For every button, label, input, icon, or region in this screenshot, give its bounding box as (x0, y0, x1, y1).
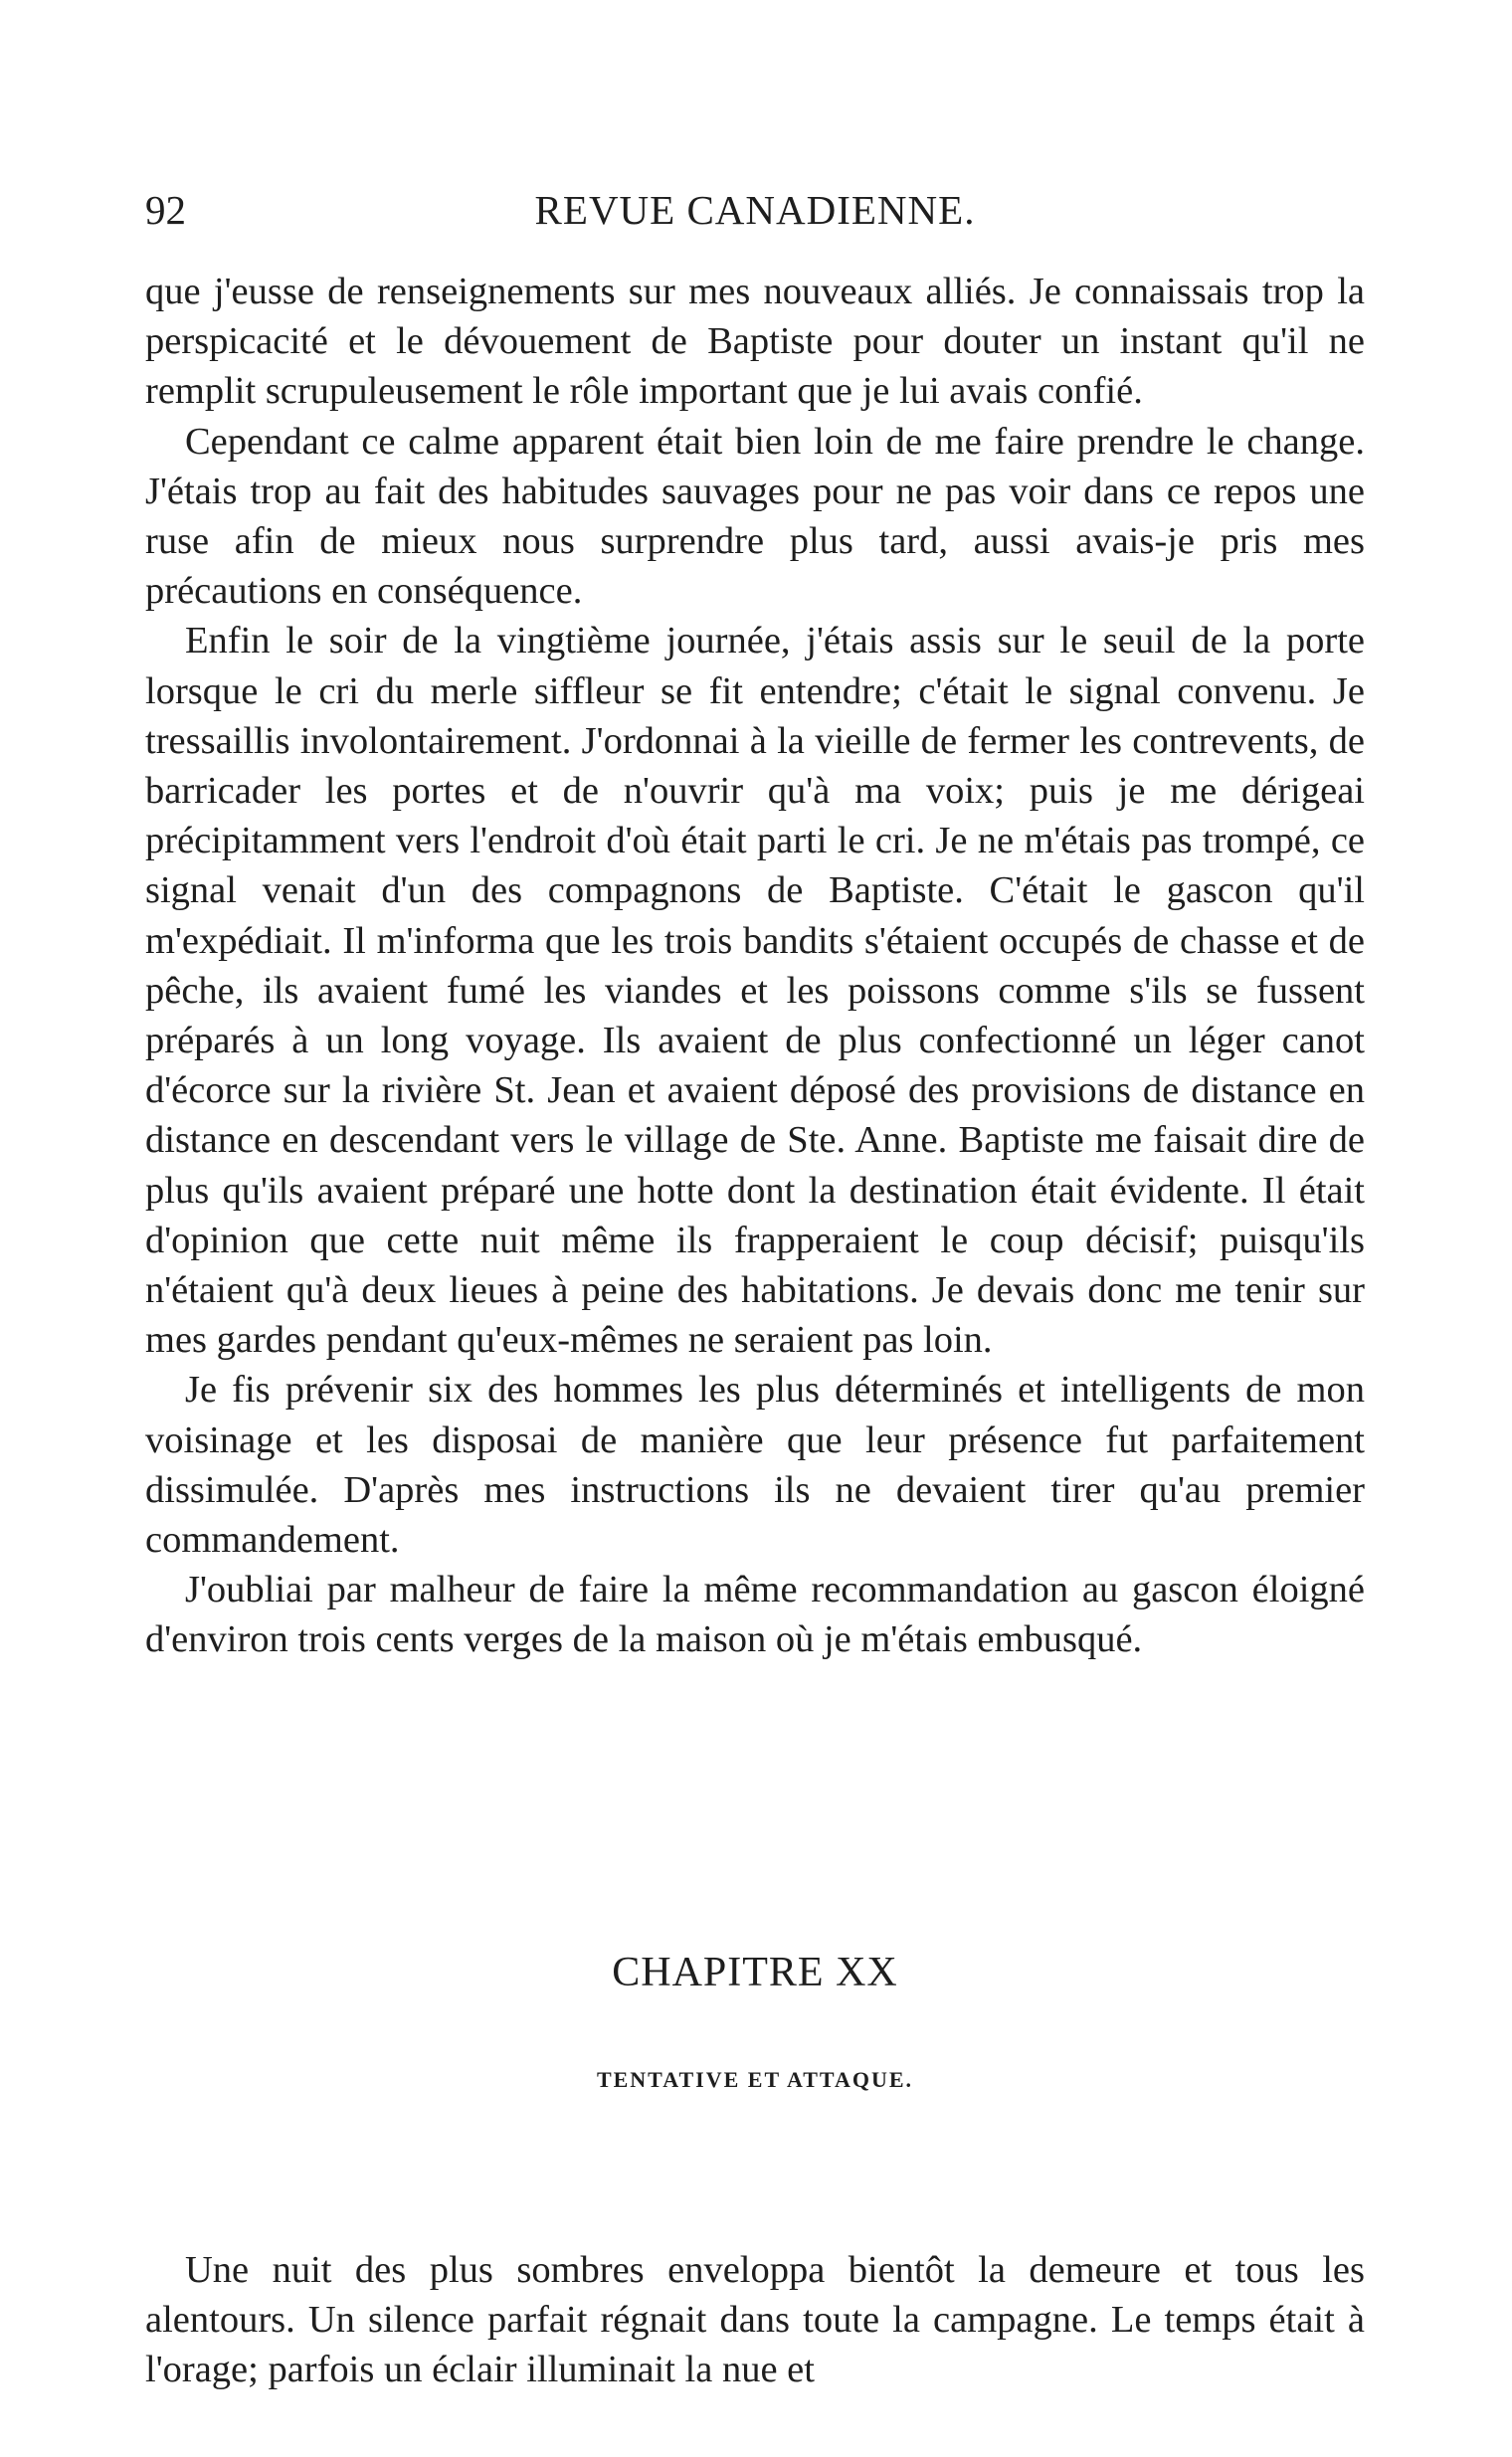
chapter-text (145, 2245, 1365, 2395)
book-page (145, 0, 1365, 2457)
paragraph: Une nuit des plus sombres enveloppa bientôt la demeure et tous les alentours. Un silence parfait régnait dans toute la campagne. Le temps était à l'orage; parfois un éclair illuminait la nue et (145, 2249, 1365, 2391)
chapter-subtitle: TENTATIVE ET ATTAQUE. (596, 2067, 914, 2092)
paragraph: J'oubliai par malheur de faire la même recommandation au gascon éloigné d'environ trois cents verges de la maison où je m'étais embusqué. (145, 1569, 1365, 1661)
running-head: REVUE CANADIENNE. (534, 187, 976, 233)
body-text (145, 267, 1365, 1665)
paragraph: Enfin le soir de la vingtième journée, j'étais assis sur le seuil de la porte lorsque le cri du merle siffleur se fit entendre; c'était le signal convenu. Je tressaillis involontairement. J'ordonnai à la vieille de fermer les contrevents, de barricader les portes et de n'ouvrir qu'à ma voix; puis je me dérigeai précipitamment vers l'endroit d'où était parti le cri. Je ne m'étais pas trompé, ce signal venait d'un des compagnons de Baptiste. C'était le gascon qu'il m'expédiait. Il m'informa que les trois bandits s'étaient occupés de chasse et de pêche, ils avaient fumé les viandes et les poissons comme s'ils se fussent préparés à un long voyage. Ils avaient de plus confectionné un léger canot d'écorce sur la rivière St. Jean et avaient déposé des provisions de distance en distance en descendant vers le village de Ste. Anne. Baptiste me faisait dire de plus qu'ils avaient préparé une hotte dont la destination était évidente. Il était d'opinion que cette nuit même ils frapperaient le coup décisif; puisqu'ils n'étaient qu'à deux lieues à peine des habitations. Je devais donc me tenir sur mes gardes pendant qu'eux-mêmes ne seraient pas loin. (145, 620, 1365, 1362)
page-header (145, 185, 1365, 235)
page-number: 92 (145, 187, 186, 233)
paragraph: que j'eusse de renseignements sur mes nouveaux alliés. Je connaissais trop la perspicacité et le dévouement de Baptiste pour douter un instant qu'il ne remplit scrupuleusement le rôle important que je lui avais confié. (145, 271, 1365, 413)
paragraph: Je fis prévenir six des hommes les plus déterminés et intelligents de mon voisinage et les disposai de manière que leur présence fut parfaitement dissimulée. D'après mes instructions ils ne devaient tirer qu'au premier commandement. (145, 1369, 1365, 1562)
chapter-title: CHAPITRE XX (612, 1950, 898, 1995)
paragraph: Cependant ce calme apparent était bien loin de me faire prendre le change. J'étais trop au fait des habitudes sauvages pour ne pas voir dans ce repos une ruse afin de mieux nous surprendre plus tard, aussi avais-je pris mes précautions en conséquence. (145, 420, 1365, 613)
